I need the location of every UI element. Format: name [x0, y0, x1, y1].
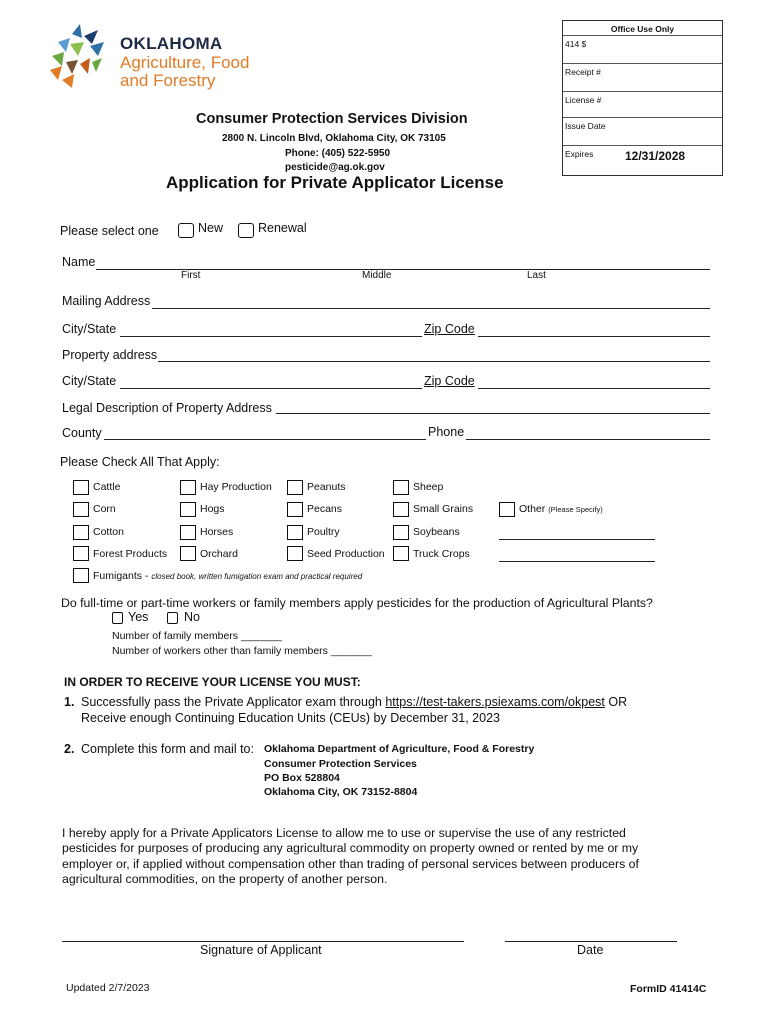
city-state-field[interactable]	[120, 336, 422, 337]
last-name-caption: Last	[527, 270, 546, 281]
exam-link[interactable]: https://test-takers.psiexams.com/okpest	[385, 695, 605, 709]
legal-description-field[interactable]	[276, 413, 710, 414]
other-specify-line-2[interactable]	[499, 561, 655, 562]
forest-products-checkbox[interactable]	[73, 546, 89, 561]
hogs-checkbox[interactable]	[180, 502, 196, 517]
hogs-label: Hogs	[200, 503, 225, 515]
cotton-checkbox[interactable]	[73, 525, 89, 540]
soybeans-label: Soybeans	[413, 526, 460, 538]
workers-question: Do full-time or part-time workers or family members apply pesticides for the production of Agricultural Plants?	[61, 596, 653, 610]
property-address-field[interactable]	[158, 361, 710, 362]
small-grains-checkbox[interactable]	[393, 502, 409, 517]
poultry-label: Poultry	[307, 526, 340, 538]
applicant-statement: I hereby apply for a Private Applicators License to allow me to use or supervise the use of any restricted pesticides for purposes of producing any agricultural commodity on property owned or rented by me or my employer or, if applied without compensation other than trading of personal services between producers of agricultural commodities, on the property of another person.	[62, 826, 639, 886]
corn-checkbox[interactable]	[73, 502, 89, 517]
orchard-label: Orchard	[200, 548, 238, 560]
name-label: Name	[62, 255, 96, 269]
form-title: Application for Private Applicator License	[166, 173, 504, 192]
renewal-checkbox[interactable]	[238, 223, 254, 238]
legal-description-label: Legal Description of Property Address	[62, 401, 272, 415]
corn-label: Corn	[93, 503, 116, 515]
orchard-checkbox[interactable]	[180, 546, 196, 561]
step-1-or: OR	[608, 695, 628, 709]
property-city-state-field[interactable]	[120, 388, 422, 389]
other-note: (Please Specify)	[548, 505, 603, 514]
forest-products-label: Forest Products	[93, 548, 168, 560]
division-email: pesticide@ag.ok.gov	[285, 162, 385, 173]
updated-date: Updated 2/7/2023	[66, 982, 150, 994]
fumigants-text: Fumigants -	[93, 570, 149, 582]
small-grains-label: Small Grains	[413, 503, 474, 515]
truck-crops-label: Truck Crops	[413, 548, 470, 560]
mailing-address-label: Mailing Address	[62, 294, 151, 308]
select-one-label: Please select one	[60, 224, 159, 238]
property-zip-code-label: Zip Code	[424, 374, 475, 388]
poultry-checkbox[interactable]	[287, 525, 303, 540]
property-city-state-label: City/State	[62, 374, 117, 388]
date-label: Date	[577, 943, 604, 957]
step-2-number: 2.	[64, 742, 75, 756]
new-checkbox[interactable]	[178, 223, 194, 238]
expires-value: 12/31/2028	[625, 149, 686, 163]
office-use-title: Office Use Only	[610, 24, 675, 34]
zip-code-label: Zip Code	[424, 322, 475, 336]
property-address-label: Property address	[62, 348, 158, 362]
first-name-caption: First	[181, 270, 201, 281]
workers-yes-checkbox[interactable]	[112, 612, 123, 624]
check-all-label: Please Check All That Apply:	[60, 455, 220, 469]
horses-label: Horses	[200, 526, 234, 538]
signature-label: Signature of Applicant	[200, 943, 322, 957]
logo-text-agriculture: Agriculture, Food	[120, 53, 250, 72]
fumigants-note: closed book, written fumigation exam and practical required	[151, 572, 363, 581]
workers-yes-label: Yes	[128, 610, 149, 624]
cattle-label: Cattle	[93, 481, 121, 493]
step-1-text	[81, 695, 627, 709]
mail-address-line-3: PO Box 528804	[264, 772, 340, 784]
office-field-license: License #	[563, 91, 722, 119]
logo-text-oklahoma: OKLAHOMA	[120, 34, 223, 53]
division-address: 2800 N. Lincoln Blvd, Oklahoma City, OK 73105	[222, 133, 446, 144]
truck-crops-checkbox[interactable]	[393, 546, 409, 561]
phone-label: Phone	[428, 425, 465, 439]
office-field-expires: Expires	[563, 145, 722, 175]
other-label	[519, 503, 603, 515]
county-field[interactable]	[104, 439, 426, 440]
mail-address-line-2: Consumer Protection Services	[264, 758, 417, 770]
cotton-label: Cotton	[93, 526, 124, 538]
hay-production-label: Hay Production	[200, 481, 272, 493]
logo	[44, 22, 284, 92]
fumigants-label	[93, 570, 362, 582]
division-name: Consumer Protection Services Division	[196, 111, 468, 127]
signature-line[interactable]	[62, 941, 464, 942]
office-field-fee: 414 $	[563, 35, 722, 63]
form-id: FormID 41414C	[630, 983, 707, 995]
logo-text-forestry: and Forestry	[120, 71, 216, 90]
renewal-label: Renewal	[258, 221, 307, 235]
other-specify-line-1[interactable]	[499, 539, 655, 540]
family-members-count[interactable]: Number of family members _______	[112, 630, 282, 642]
mailing-address-field[interactable]	[152, 308, 710, 309]
mail-address-line-4: Oklahoma City, OK 73152-8804	[264, 786, 418, 798]
peanuts-label: Peanuts	[307, 481, 346, 493]
horses-checkbox[interactable]	[180, 525, 196, 540]
pecans-checkbox[interactable]	[287, 502, 303, 517]
step-1-number: 1.	[64, 695, 75, 709]
division-phone: Phone: (405) 522-5950	[285, 148, 391, 159]
other-workers-count[interactable]: Number of workers other than family members _______	[112, 645, 372, 657]
zip-code-field[interactable]	[478, 336, 710, 337]
sheep-checkbox[interactable]	[393, 480, 409, 495]
mail-address-line-1: Oklahoma Department of Agriculture, Food & Forestry	[264, 743, 535, 755]
seed-production-checkbox[interactable]	[287, 546, 303, 561]
property-zip-code-field[interactable]	[478, 388, 710, 389]
phone-field[interactable]	[466, 439, 710, 440]
other-text: Other	[519, 503, 546, 515]
sheep-label: Sheep	[413, 481, 444, 493]
date-line[interactable]	[505, 941, 677, 942]
office-field-issue-date: Issue Date	[563, 117, 722, 145]
pecans-label: Pecans	[307, 503, 343, 515]
office-use-box	[562, 20, 723, 176]
step-2-text: Complete this form and mail to:	[81, 742, 254, 756]
logo-mark-icon	[44, 22, 114, 92]
step-1-text-main: Successfully pass the Private Applicator exam through	[81, 695, 382, 709]
county-label: County	[62, 426, 102, 440]
seed-production-label: Seed Production	[307, 548, 385, 560]
instructions-heading: IN ORDER TO RECEIVE YOUR LICENSE YOU MUST:	[64, 675, 361, 689]
peanuts-checkbox[interactable]	[287, 480, 303, 495]
cattle-checkbox[interactable]	[73, 480, 89, 495]
step-1-line-2: Receive enough Continuing Education Units (CEUs) by December 31, 2023	[81, 711, 500, 725]
middle-name-caption: Middle	[362, 270, 392, 281]
soybeans-checkbox[interactable]	[393, 525, 409, 540]
new-label: New	[198, 221, 224, 235]
city-state-label: City/State	[62, 322, 117, 336]
fumigants-checkbox[interactable]	[73, 568, 89, 583]
workers-no-checkbox[interactable]	[167, 612, 178, 624]
workers-no-label: No	[184, 610, 200, 624]
office-field-receipt: Receipt #	[563, 63, 722, 91]
other-checkbox[interactable]	[499, 502, 515, 517]
hay-production-checkbox[interactable]	[180, 480, 196, 495]
